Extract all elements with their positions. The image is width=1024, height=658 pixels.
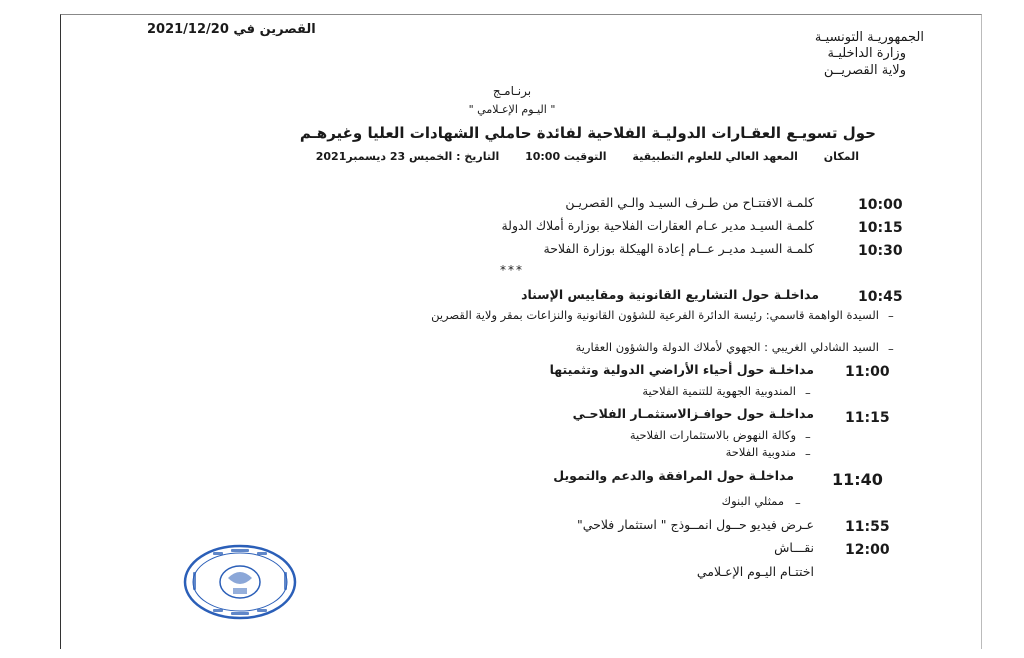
time-1030: 10:30: [858, 243, 903, 259]
item-speech-land: كلمـة السيـد مدير عـام العقارات الفلاحية بوزارة أملاك الدولة: [501, 218, 814, 233]
time-1115: 11:15: [845, 410, 890, 426]
sub-item: وكالة النهوض بالاستثمارات الفلاحية: [629, 428, 796, 442]
place-label: المكان: [823, 150, 859, 163]
date-line: القصرين في 2021/12/20: [147, 22, 316, 37]
item-speech-restructuring: كلمـة السيـد مديـر عــام إعادة الهيكلة بوزارة الفلاحة: [543, 241, 814, 256]
time-1015: 10:15: [858, 220, 903, 236]
timing: التوقيت 10:00: [525, 150, 607, 163]
place-value: المعهد العالي للعلوم التطبيقية: [632, 150, 798, 163]
time-1140: 11:40: [832, 470, 883, 489]
item-discussion: نقـــاش: [774, 540, 814, 555]
time-1100: 11:00: [845, 364, 890, 380]
time-1045: 10:45: [858, 289, 903, 305]
item-incentives: مداخلـة حول حوافـزالاستثمـار الفلاحـي: [572, 406, 814, 421]
sub-item: السيدة الواهمة قاسمي: رئيسة الدائرة الفرعية للشؤون القانونية والنزاعات بمقر ولاية القصرين: [431, 308, 879, 322]
day-title: " اليـوم الإعـلامي ": [468, 103, 556, 116]
sub-item: مندوبية الفلاحة: [725, 445, 796, 459]
separator: ***: [500, 263, 524, 277]
item-legislation: مداخلـة حول التشاريع القانونية ومقاييس الإسناد: [521, 287, 819, 302]
official-stamp: [183, 544, 297, 620]
event-date: التاريخ : الخميس 23 ديسمبر2021: [315, 150, 500, 163]
republic-title: الجمهوريـة التونسيـة: [814, 30, 924, 45]
bullet: –: [888, 309, 894, 323]
program-label: برنـامـج: [492, 84, 532, 98]
time-1200: 12:00: [845, 542, 890, 558]
bullet: –: [805, 447, 811, 461]
ministry-title: وزارة الداخليـة: [827, 46, 906, 61]
closing: اختتـام اليـوم الإعـلامي: [696, 564, 814, 579]
time-1000: 10:00: [858, 197, 903, 213]
bullet: –: [795, 496, 801, 510]
time-1155: 11:55: [845, 519, 890, 535]
event-details: [294, 150, 859, 163]
item-support-financing: مداخلـة حول المرافقة والدعم والتمويل: [553, 468, 794, 483]
bullet: –: [805, 386, 811, 400]
sub-item: ممثلي البنوك: [721, 494, 784, 508]
main-title: حول تسويـع العقـارات الدوليـة الفلاحية لفائدة حاملي الشهادات العليا وغيرهـم: [299, 124, 876, 142]
item-land-revival: مداخلـة حول أحياء الأراضي الدولية وتثميتها: [549, 362, 814, 377]
sub-item: السيد الشادلي الغريبي : الجهوي لأملاك الدولة والشؤون العقارية: [575, 340, 879, 354]
sub-item: المندوبية الجهوية للتنمية الفلاحية: [642, 384, 796, 398]
bullet: –: [805, 430, 811, 444]
bullet: –: [888, 342, 894, 356]
governorate-title: ولاية القصريــن: [823, 63, 906, 78]
item-video: عـرض فيديو حــول انمــوذج " استثمار فلاحي": [576, 517, 814, 532]
item-opening: كلمـة الافتتـاح من طـرف السيـد والـي القصريـن: [565, 195, 814, 210]
